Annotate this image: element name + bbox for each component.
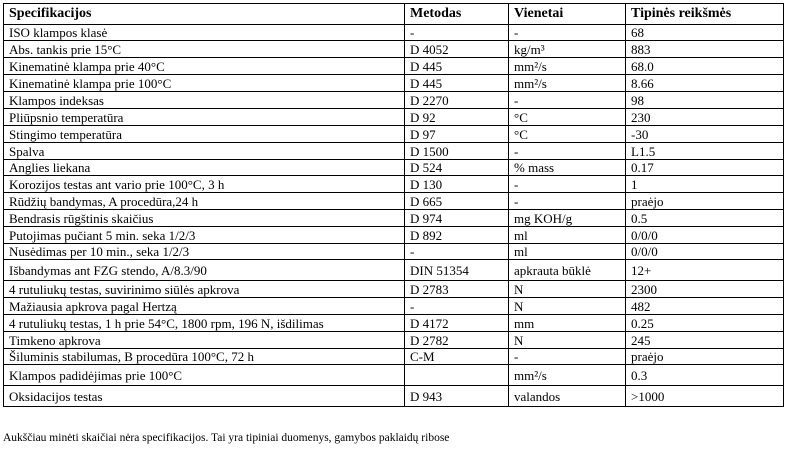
unit-cell: mm²/s — [509, 75, 626, 92]
value-cell: praėjo — [626, 193, 784, 210]
table-row — [4, 109, 784, 126]
method-cell: D 2782 — [405, 332, 509, 349]
value-cell: 1 — [626, 176, 784, 193]
table-row — [4, 210, 784, 227]
table-row — [4, 143, 784, 160]
spec-table — [3, 3, 784, 407]
unit-cell: apkrauta būklė — [509, 260, 626, 281]
method-cell: D 445 — [405, 75, 509, 92]
value-cell: 0.17 — [626, 160, 784, 176]
table-row — [4, 349, 784, 365]
method-cell: C-M — [405, 349, 509, 365]
method-cell: D 2783 — [405, 281, 509, 298]
value-cell: 0.5 — [626, 210, 784, 227]
method-cell: D 974 — [405, 210, 509, 227]
table-row — [4, 315, 784, 332]
method-cell: D 524 — [405, 160, 509, 176]
method-cell: DIN 51354 — [405, 260, 509, 281]
spec-name-cell: Rūdžių bandymas, A procedūra,24 h — [4, 193, 405, 210]
spec-name-cell: Kinematinė klampa prie 40°C — [4, 58, 405, 75]
spec-name-cell: Klampos indeksas — [4, 92, 405, 109]
method-cell: D 97 — [405, 126, 509, 143]
spec-name-cell: Oksidacijos testas — [4, 386, 405, 407]
table-row — [4, 244, 784, 260]
header-specifikacijos: Specifikacijos — [4, 4, 405, 25]
value-cell: 230 — [626, 109, 784, 126]
spec-name-cell: Korozijos testas ant vario prie 100°C, 3 h — [4, 176, 405, 193]
unit-cell: mm — [509, 315, 626, 332]
unit-cell: ml — [509, 227, 626, 244]
value-cell: 2300 — [626, 281, 784, 298]
method-cell: D 4052 — [405, 41, 509, 58]
spec-name-cell: 4 rutuliukų testas, suvirinimo siūlės apkrova — [4, 281, 405, 298]
method-cell — [405, 365, 509, 386]
spec-name-cell: Pliūpsnio temperatūra — [4, 109, 405, 126]
value-cell: 68.0 — [626, 58, 784, 75]
value-cell: 482 — [626, 298, 784, 315]
table-row — [4, 260, 784, 281]
table-header-row — [4, 4, 784, 25]
table-row — [4, 332, 784, 349]
spec-table-body — [4, 25, 784, 407]
header-vienetai: Vienetai — [509, 4, 626, 25]
method-cell: D 4172 — [405, 315, 509, 332]
value-cell: 98 — [626, 92, 784, 109]
table-row — [4, 25, 784, 41]
spec-name-cell: Šiluminis stabilumas, B procedūra 100°C, 72 h — [4, 349, 405, 365]
unit-cell: N — [509, 298, 626, 315]
table-row — [4, 75, 784, 92]
spec-name-cell: Išbandymas ant FZG stendo, A/8.3/90 — [4, 260, 405, 281]
unit-cell: N — [509, 332, 626, 349]
table-row — [4, 126, 784, 143]
value-cell: 12+ — [626, 260, 784, 281]
spec-name-cell: 4 rutuliukų testas, 1 h prie 54°C, 1800 rpm, 196 N, išdilimas — [4, 315, 405, 332]
spec-name-cell: Stingimo temperatūra — [4, 126, 405, 143]
method-cell: D 92 — [405, 109, 509, 126]
method-cell: D 1500 — [405, 143, 509, 160]
spec-name-cell: Kinematinė klampa prie 100°C — [4, 75, 405, 92]
method-cell: D 892 — [405, 227, 509, 244]
value-cell: 245 — [626, 332, 784, 349]
method-cell: D 130 — [405, 176, 509, 193]
unit-cell: % mass — [509, 160, 626, 176]
unit-cell: N — [509, 281, 626, 298]
spec-name-cell: Klampos padidėjimas prie 100°C — [4, 365, 405, 386]
value-cell: 0/0/0 — [626, 227, 784, 244]
spec-name-cell: ISO klampos klasė — [4, 25, 405, 41]
table-row — [4, 193, 784, 210]
table-row — [4, 92, 784, 109]
spec-name-cell: Abs. tankis prie 15°C — [4, 41, 405, 58]
spec-name-cell: Putojimas pučiant 5 min. seka 1/2/3 — [4, 227, 405, 244]
value-cell: 68 — [626, 25, 784, 41]
spec-name-cell: Bendrasis rūgštinis skaičius — [4, 210, 405, 227]
header-metodas: Metodas — [405, 4, 509, 25]
unit-cell: - — [509, 349, 626, 365]
table-row — [4, 386, 784, 407]
method-cell: - — [405, 25, 509, 41]
unit-cell: - — [509, 176, 626, 193]
table-row — [4, 281, 784, 298]
value-cell: L1.5 — [626, 143, 784, 160]
value-cell: 0/0/0 — [626, 244, 784, 260]
table-row — [4, 298, 784, 315]
value-cell: -30 — [626, 126, 784, 143]
spec-name-cell: Anglies liekana — [4, 160, 405, 176]
unit-cell: ml — [509, 244, 626, 260]
unit-cell: - — [509, 25, 626, 41]
spec-name-cell: Spalva — [4, 143, 405, 160]
table-row — [4, 365, 784, 386]
method-cell: D 943 — [405, 386, 509, 407]
value-cell: 883 — [626, 41, 784, 58]
spec-name-cell: Nusėdimas per 10 min., seka 1/2/3 — [4, 244, 405, 260]
table-row — [4, 41, 784, 58]
spec-name-cell: Mažiausia apkrova pagal Hertzą — [4, 298, 405, 315]
unit-cell: kg/m³ — [509, 41, 626, 58]
spec-name-cell: Timkeno apkrova — [4, 332, 405, 349]
table-row — [4, 227, 784, 244]
table-row — [4, 58, 784, 75]
value-cell: 8.66 — [626, 75, 784, 92]
method-cell: D 445 — [405, 58, 509, 75]
unit-cell: - — [509, 193, 626, 210]
footnote: Aukščiau minėti skaičiai nėra specifikacijos. Tai yra tipiniai duomenys, gamybos paklaidų ribose — [3, 432, 450, 444]
table-row — [4, 160, 784, 176]
unit-cell: mm²/s — [509, 365, 626, 386]
value-cell: praėjo — [626, 349, 784, 365]
table-row — [4, 176, 784, 193]
unit-cell: - — [509, 143, 626, 160]
unit-cell: - — [509, 92, 626, 109]
header-tipines-reiksmes: Tipinės reikšmės — [626, 4, 784, 25]
method-cell: D 665 — [405, 193, 509, 210]
value-cell: >1000 — [626, 386, 784, 407]
method-cell: D 2270 — [405, 92, 509, 109]
unit-cell: valandos — [509, 386, 626, 407]
unit-cell: mg KOH/g — [509, 210, 626, 227]
value-cell: 0.25 — [626, 315, 784, 332]
unit-cell: °C — [509, 126, 626, 143]
value-cell: 0.3 — [626, 365, 784, 386]
unit-cell: °C — [509, 109, 626, 126]
method-cell: - — [405, 244, 509, 260]
unit-cell: mm²/s — [509, 58, 626, 75]
method-cell: - — [405, 298, 509, 315]
